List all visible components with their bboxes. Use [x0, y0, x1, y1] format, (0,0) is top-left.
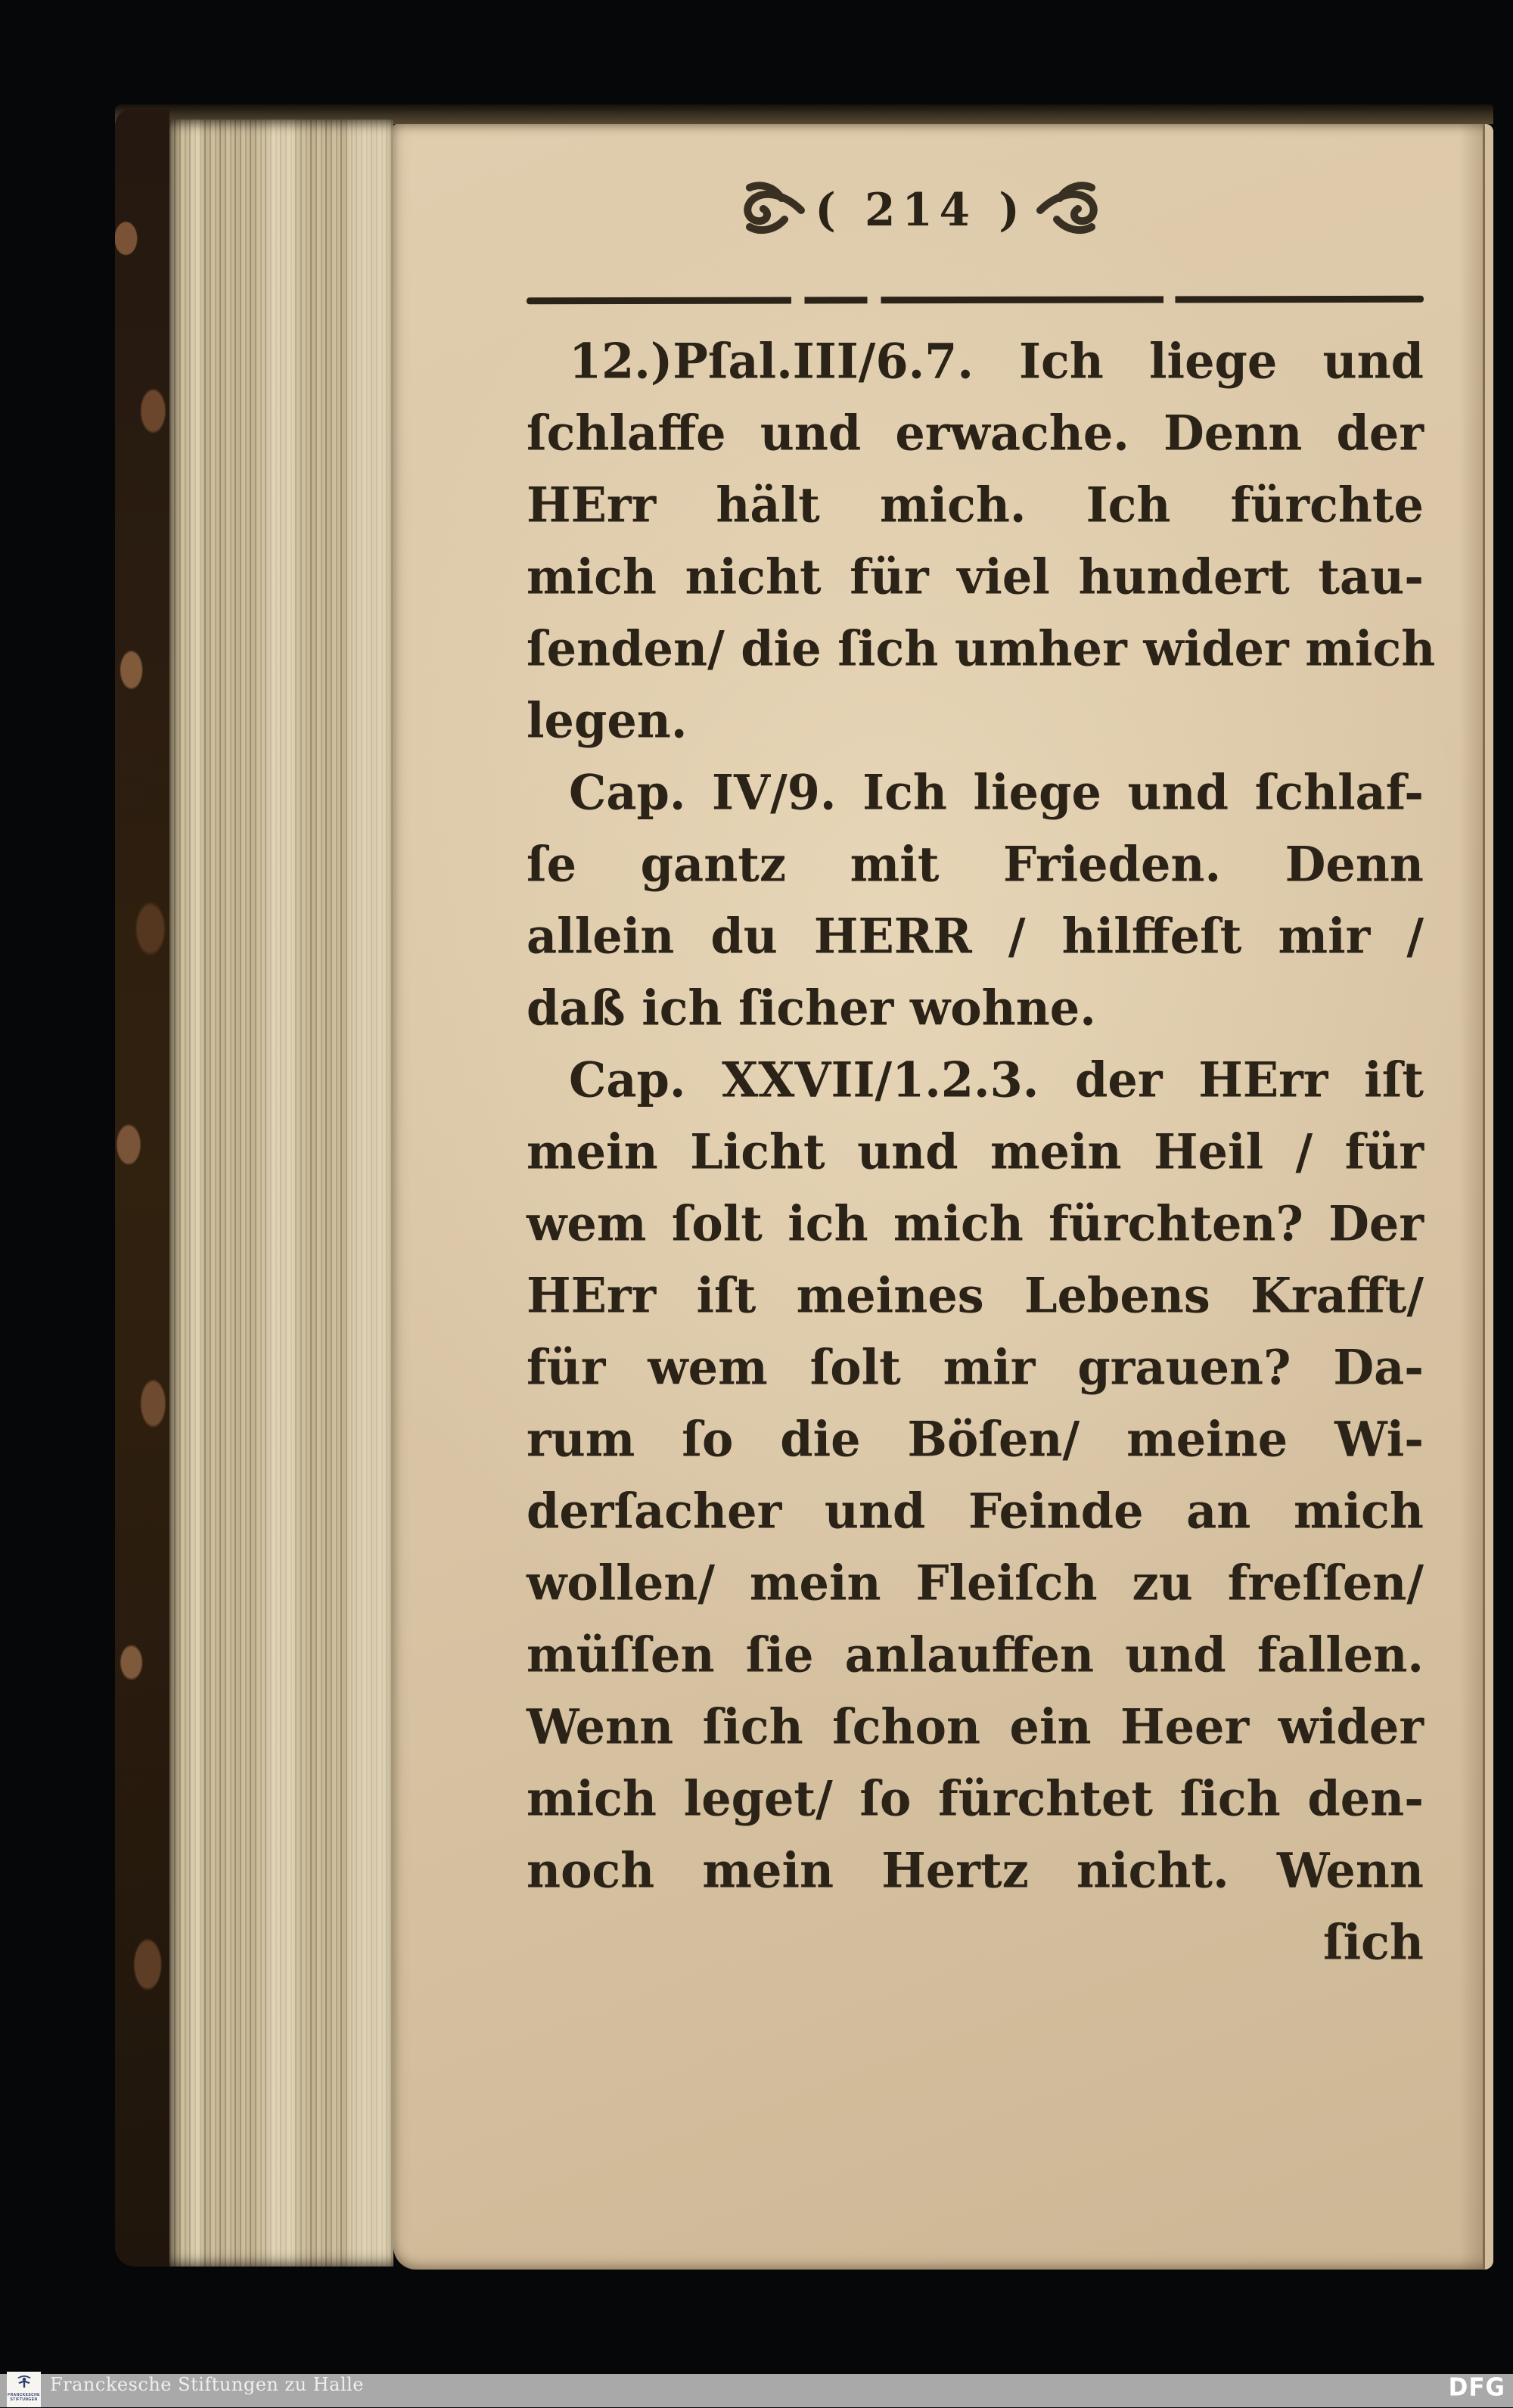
text-line: für wem ſolt mir grauen? Da-	[527, 1339, 1424, 1396]
header-ornament-left-icon	[735, 180, 807, 239]
franckesche-stiftungen-logo	[7, 2372, 41, 2407]
logo-text	[8, 2393, 40, 2402]
dfg-logo: DFG	[1448, 2372, 1505, 2402]
footer-bar	[0, 2374, 1513, 2407]
text-line: 12.)Pſal.III/6.7. Ich liege und	[569, 333, 1424, 390]
text-line: derſacher und Feinde an mich	[527, 1483, 1424, 1540]
text-line: legen.	[527, 692, 688, 749]
text-line: HErr hält mich. Ich fürchte	[527, 477, 1424, 533]
page-header	[393, 180, 1448, 239]
text-line: daß ich ſicher wohne.	[527, 980, 1096, 1036]
catchword: ſich	[1322, 1914, 1424, 1971]
text-line: allein du HERR / hilffeſt mir /	[527, 908, 1424, 965]
logo-text-line1: FRANCKESCHE	[8, 2393, 40, 2397]
eagle-icon	[16, 2374, 33, 2391]
text-line: ſenden/ die ſich umher wider mich	[527, 620, 1436, 677]
header-rule	[527, 296, 1424, 304]
header-ornament-right-icon	[1034, 180, 1107, 239]
page-stack-fore-edge	[169, 120, 393, 2267]
logo-text-line2: STIFTUNGEN	[10, 2397, 38, 2402]
next-page-sliver	[1483, 124, 1493, 2270]
text-line: müſſen ſie anlauffen und fallen.	[527, 1627, 1424, 1683]
text-block	[527, 325, 1436, 1978]
text-line: wollen/ mein Fleiſch zu freſſen/	[527, 1555, 1424, 1611]
text-line: mich leget/ ſo fürchtet ſich den-	[527, 1770, 1424, 1827]
page-number: ( 214 )	[815, 182, 1027, 237]
text-line: Wenn ſich ſchon ein Heer wider	[527, 1698, 1424, 1755]
text-line: Cap. IV/9. Ich liege und ſchlaf-	[569, 764, 1424, 821]
text-line: rum ſo die Böſen/ meine Wi-	[527, 1411, 1424, 1468]
text-line: Cap. XXVII/1.2.3. der HErr iſt	[569, 1052, 1424, 1108]
text-line: noch mein Hertz nicht. Wenn	[527, 1842, 1424, 1899]
institution-name: Franckesche Stiftungen zu Halle	[50, 2374, 365, 2395]
text-line: ſchlaffe und erwache. Denn der	[527, 405, 1424, 461]
text-line: mein Licht und mein Heil / für	[527, 1123, 1424, 1180]
book-page	[393, 124, 1493, 2270]
book-scan	[115, 104, 1493, 2270]
text-line: wem ſolt ich mich fürchten? Der	[527, 1195, 1424, 1252]
text-line: ſe gantz mit Frieden. Denn	[527, 836, 1424, 893]
text-line: HErr iſt meines Lebens Krafft/	[527, 1267, 1424, 1324]
book-cover-edge	[115, 109, 169, 2267]
text-line: mich nicht für viel hundert tau-	[527, 548, 1424, 605]
page-gutter-shadow	[1459, 124, 1485, 2270]
